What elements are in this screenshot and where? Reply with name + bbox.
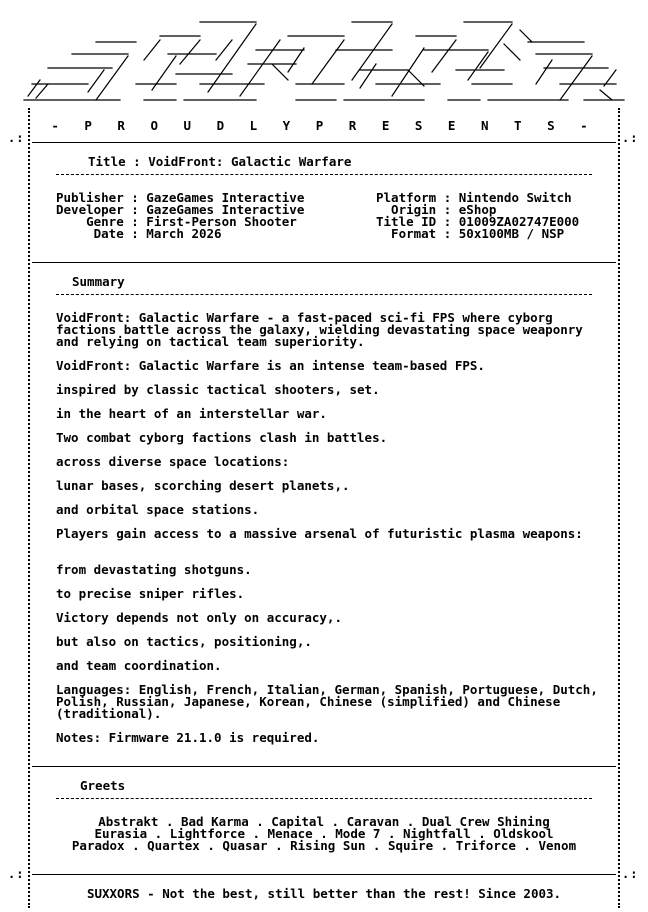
languages-paragraph: Languages: English, French, Italian, German, Spanish, Portuguese, Dutch, Polish, Russian, Japanese, Korean, Chinese (simplified) and Chinese (traditional). xyxy=(56,682,598,721)
divider-dashed xyxy=(56,798,592,799)
divider-dashed xyxy=(56,174,592,175)
detail-genre: Genre : First-Person Shooter xyxy=(56,214,297,229)
detail-platform: Platform : Nintendo Switch xyxy=(376,190,572,205)
details-right xyxy=(376,192,579,240)
summary-paragraph: and orbital space stations. xyxy=(56,502,260,517)
details-left xyxy=(56,192,304,240)
summary-paragraph: lunar bases, scorching desert planets,. xyxy=(56,478,350,493)
summary-paragraph: and team coordination. xyxy=(56,658,222,673)
summary-paragraph: in the heart of an interstellar war. xyxy=(56,406,327,421)
frame-right-border xyxy=(618,108,620,908)
summary-heading: Summary xyxy=(72,274,125,289)
greets-line: Abstrakt . Bad Karma . Capital . Caravan . Dual Crew Shining xyxy=(98,814,550,829)
greets-line: Eurasia . Lightforce . Menace . Mode 7 . Nightfall . Oldskool xyxy=(94,826,554,841)
footer-tagline: SUXXORS - Not the best, still better than the rest! Since 2003. xyxy=(86,886,562,901)
notes-paragraph: Notes: Firmware 21.1.0 is required. xyxy=(56,730,320,745)
detail-format: Format : 50x100MB / NSP xyxy=(376,226,565,241)
summary-paragraph: Two combat cyborg factions clash in battles. xyxy=(56,430,388,445)
ascii-logo xyxy=(0,0,648,112)
frame-left-border xyxy=(28,108,30,908)
edge-marker-left-bottom: .: xyxy=(8,867,25,881)
greets-line: Paradox . Quartex . Quasar . Rising Sun . Squire . Triforce . Venom xyxy=(71,838,577,853)
presents-banner: - P R O U D L Y P R E S E N T S - xyxy=(51,118,597,133)
edge-marker-right-bottom: .: xyxy=(622,867,639,881)
divider xyxy=(32,142,616,143)
greets-heading: Greets xyxy=(80,778,126,793)
summary-paragraph: to precise sniper rifles. xyxy=(56,586,245,601)
detail-title-id: Title ID : 01009ZA02747E000 xyxy=(376,214,580,229)
detail-origin: Origin : eShop xyxy=(376,202,497,217)
summary-paragraph: but also on tactics, positioning,. xyxy=(56,634,312,649)
divider xyxy=(32,874,616,875)
summary-paragraph: across diverse space locations: xyxy=(56,454,290,469)
summary-paragraph: inspired by classic tactical shooters, set. xyxy=(56,382,380,397)
summary-paragraph: Players gain access to a massive arsenal of futuristic plasma weapons: xyxy=(56,526,583,541)
detail-date: Date : March 2026 xyxy=(56,226,222,241)
title-line: Title : VoidFront: Galactic Warfare xyxy=(88,154,352,169)
summary-paragraph: Victory depends not only on accuracy,. xyxy=(56,610,342,625)
summary-paragraph: VoidFront: Galactic Warfare is an intense team-based FPS. xyxy=(56,358,485,373)
summary-paragraph: VoidFront: Galactic Warfare - a fast-paced sci-fi FPS where cyborg factions battle across the galaxy, wielding devastating space weaponry and relying on tactical team superiority. xyxy=(56,310,583,349)
divider xyxy=(32,766,616,767)
edge-marker-left-top: .: xyxy=(8,131,25,145)
detail-publisher: Publisher : GazeGames Interactive xyxy=(56,190,305,205)
divider-dashed xyxy=(56,294,592,295)
summary-paragraph: from devastating shotguns. xyxy=(56,562,252,577)
edge-marker-right-top: .: xyxy=(622,131,639,145)
divider xyxy=(32,262,616,263)
detail-developer: Developer : GazeGames Interactive xyxy=(56,202,305,217)
